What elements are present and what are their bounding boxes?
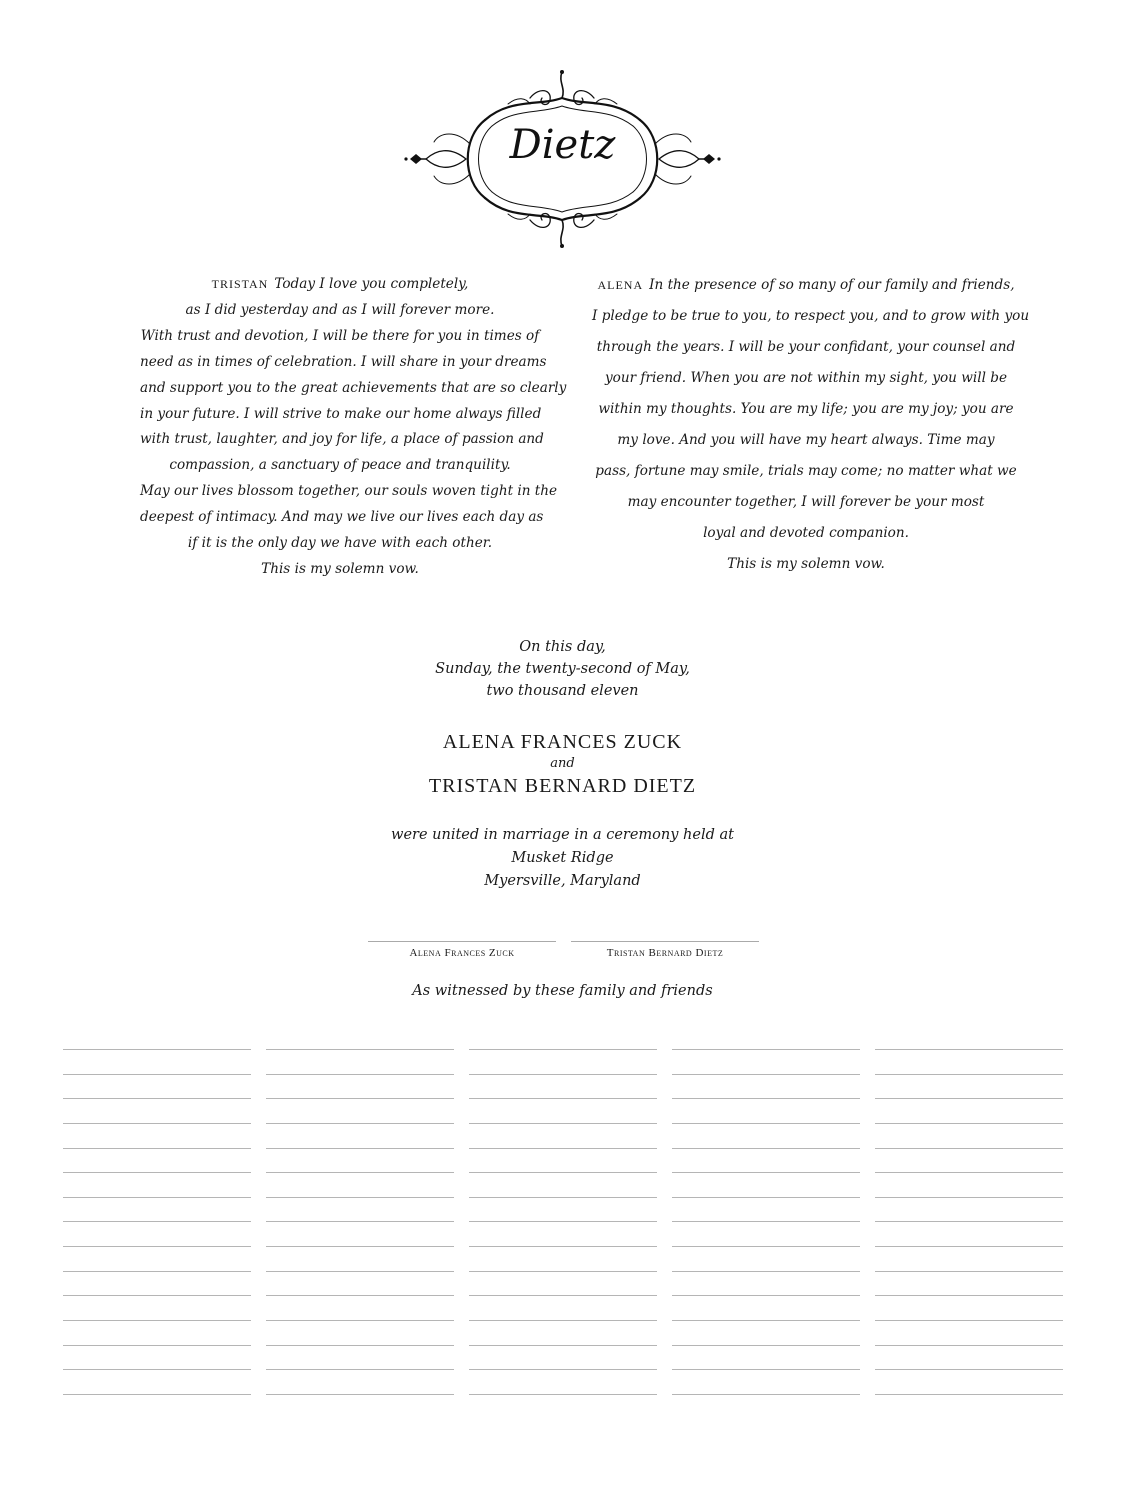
monogram-emblem [400,68,725,250]
guest-signature-line[interactable] [266,1049,454,1074]
ceremony-date [0,636,1125,702]
guest-signature-line[interactable] [63,1221,251,1246]
guest-signature-line[interactable] [63,1246,251,1271]
guest-signature-line[interactable] [672,1197,860,1222]
guest-signature-line[interactable] [63,1345,251,1370]
bride-signature-line[interactable] [368,941,556,942]
guest-signature-line[interactable] [672,1271,860,1296]
guest-signature-line[interactable] [672,1172,860,1197]
guest-signature-line[interactable] [266,1098,454,1123]
guest-signature-line[interactable] [875,1049,1063,1074]
guest-signature-line[interactable] [672,1394,860,1419]
vow-text: In the presence of so many of our family and friends, [649,277,1015,293]
couple-names [0,730,1125,798]
guest-signature-line[interactable] [875,1197,1063,1222]
guest-signature-line[interactable] [469,1197,657,1222]
guest-signature-line[interactable] [875,1123,1063,1148]
vow-line: as I did yesterday and as I will forever more. [185,301,495,318]
guest-signature-column [63,1049,251,1419]
guest-signature-line[interactable] [63,1369,251,1394]
guest-signature-line[interactable] [469,1295,657,1320]
guest-signature-line[interactable] [672,1295,860,1320]
vow-line: through the years. I will be your confidant, your counsel and [596,339,1016,355]
guest-signature-column [672,1049,860,1419]
vow-line: I pledge to be true to you, to respect you, and to grow with you [592,308,1030,324]
vow-line: and support you to the great achievements that are so clearly [140,379,567,396]
guest-signature-line[interactable] [875,1221,1063,1246]
guest-signature-line[interactable] [469,1320,657,1345]
ceremony-intro-line: two thousand eleven [486,683,639,699]
vow-line: in your future. I will strive to make our home always filled [140,405,542,422]
guest-signature-line[interactable] [63,1197,251,1222]
guest-signature-line[interactable] [469,1394,657,1419]
guest-signature-line[interactable] [875,1246,1063,1271]
venue-line: Musket Ridge [511,850,614,866]
guest-signature-line[interactable] [672,1123,860,1148]
guest-signature-line[interactable] [63,1320,251,1345]
guest-signature-line[interactable] [266,1246,454,1271]
guest-signature-line[interactable] [875,1394,1063,1419]
groom-signature-label: Tristan Bernard Dietz [606,947,724,959]
ceremony-intro-line: On this day, [519,639,606,655]
groom-signature-line[interactable] [571,941,759,942]
vow-line: may encounter together, I will forever be your most [627,494,985,510]
vow-line [140,272,540,298]
guest-signature-column [469,1049,657,1419]
guest-signature-line[interactable] [875,1172,1063,1197]
guest-signature-line[interactable] [672,1098,860,1123]
guest-signature-line[interactable] [469,1369,657,1394]
vow-line: deepest of intimacy. And may we live our lives each day as [140,509,544,526]
guest-signature-line[interactable] [875,1295,1063,1320]
vow-line: With trust and devotion, I will be there for you in times of [140,327,540,344]
vow-line: within my thoughts. You are my life; you are my joy; you are [598,401,1014,417]
guest-signature-line[interactable] [469,1345,657,1370]
guest-signature-line[interactable] [266,1295,454,1320]
bride-name: ALENA FRANCES ZUCK [442,731,683,753]
guest-signature-line[interactable] [266,1320,454,1345]
vow-line: May our lives blossom together, our souls woven tight in the [140,483,558,500]
guest-signature-line[interactable] [469,1172,657,1197]
guest-signature-line[interactable] [469,1271,657,1296]
guest-signature-line[interactable] [63,1049,251,1074]
vow-tristan [140,272,567,583]
guest-signature-line[interactable] [469,1246,657,1271]
guest-signature-line[interactable] [875,1271,1063,1296]
guest-signature-line[interactable] [266,1369,454,1394]
guest-signature-line[interactable] [63,1271,251,1296]
guest-signature-line[interactable] [266,1221,454,1246]
guest-signature-line[interactable] [672,1074,860,1099]
guest-signature-line[interactable] [63,1123,251,1148]
monogram-family-name: Dietz [509,122,616,168]
vow-line: loyal and devoted companion. [703,525,909,541]
guest-signature-line[interactable] [266,1074,454,1099]
guest-signature-line[interactable] [672,1320,860,1345]
vow-text: Today I love you completely, [274,276,469,292]
witness-heading: As witnessed by these family and friends [412,983,713,999]
vow-line: with trust, laughter, and joy for life, a place of passion and [140,431,544,448]
guest-signature-column [875,1049,1063,1419]
guest-signature-line[interactable] [875,1369,1063,1394]
vow-line: pass, fortune may smile, trials may come; no matter what we [595,463,1017,479]
vow-line: your friend. When you are not within my sight, you will be [604,370,1008,386]
guest-signature-line[interactable] [266,1172,454,1197]
guest-signature-line[interactable] [266,1271,454,1296]
guest-signature-line[interactable] [875,1074,1063,1099]
guest-signature-line[interactable] [63,1098,251,1123]
guest-signature-line[interactable] [469,1221,657,1246]
venue-line: were united in marriage in a ceremony held at [391,827,734,843]
guest-signature-line[interactable] [469,1123,657,1148]
guest-signature-column [266,1049,454,1419]
guest-signature-line[interactable] [63,1074,251,1099]
guest-signature-line[interactable] [63,1295,251,1320]
guest-signature-line[interactable] [266,1345,454,1370]
guest-signature-line[interactable] [63,1148,251,1173]
venue-line: Myersville, Maryland [484,873,641,889]
guest-signature-line[interactable] [875,1345,1063,1370]
guest-signature-line[interactable] [63,1394,251,1419]
guest-signature-line[interactable] [672,1221,860,1246]
bride-signature-label: Alena Frances Zuck [409,947,515,959]
conjunction: and [550,756,575,771]
guest-signature-line[interactable] [672,1369,860,1394]
vow-speaker: ALENA [597,278,644,292]
guest-signature-line[interactable] [469,1098,657,1123]
guest-signature-line[interactable] [875,1098,1063,1123]
vow-line: if it is the only day we have with each other. [187,535,493,552]
guest-signature-line[interactable] [266,1148,454,1173]
guest-signature-line[interactable] [469,1148,657,1173]
guest-signature-line[interactable] [266,1197,454,1222]
groom-name: TRISTAN BERNARD DIETZ [428,775,697,797]
guest-signature-line[interactable] [63,1172,251,1197]
guest-signature-line[interactable] [672,1246,860,1271]
vow-line: compassion, a sanctuary of peace and tranquility. [169,457,511,474]
vow-alena [592,270,1030,580]
ceremony-intro-line: Sunday, the twenty-second of May, [435,661,690,677]
vow-speaker: TRISTAN [211,277,269,291]
guest-signature-line[interactable] [672,1345,860,1370]
guest-signature-line[interactable] [672,1049,860,1074]
vow-line: This is my solemn vow. [727,556,885,572]
vow-line: my love. And you will have my heart always. Time may [617,432,995,448]
guest-signature-line[interactable] [266,1394,454,1419]
guest-signature-line[interactable] [672,1148,860,1173]
vow-line: need as in times of celebration. I will share in your dreams [140,353,547,370]
guest-signature-line[interactable] [469,1049,657,1074]
vow-line: This is my solemn vow. [261,560,419,577]
vow-line [592,270,1020,301]
guest-signature-line[interactable] [266,1123,454,1148]
guest-signature-line[interactable] [875,1320,1063,1345]
guest-signature-line[interactable] [875,1148,1063,1173]
ceremony-venue [0,824,1125,893]
guest-signature-line[interactable] [469,1074,657,1099]
